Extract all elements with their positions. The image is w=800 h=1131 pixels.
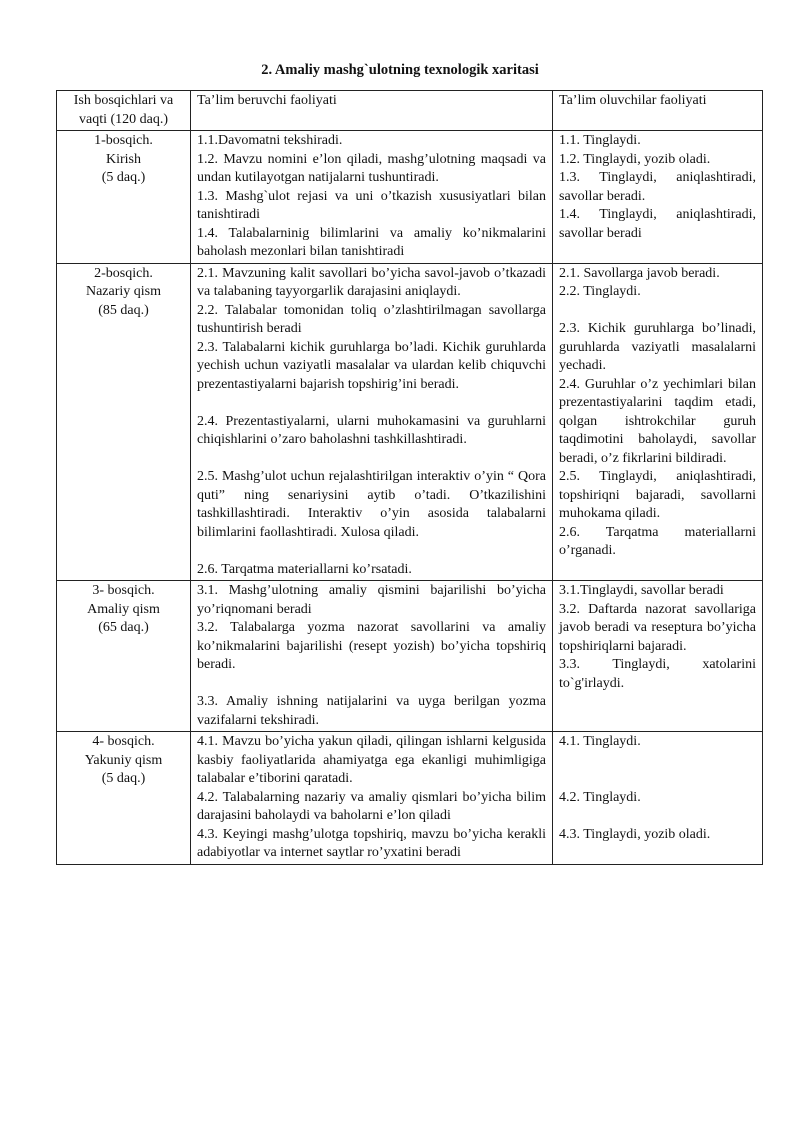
table-row	[57, 263, 763, 581]
teacher-step: 4.1. Mavzu bo’yicha yakun qiladi, qilingan ishlarni kelgusida kasbiy faoliyatlarida ahamiyatga ega ekanligi muhimligiga talabalar e’tiborini qaratadi.	[197, 734, 546, 786]
stage-number: 2-bosqich.	[94, 265, 153, 281]
student-step: 4.2. Tinglaydi.	[559, 789, 641, 805]
stage-cell	[57, 263, 191, 581]
teacher-step: 2.3. Talabalarni kichik guruhlarga bo’ladi. Kichik guruhlarda yechish uchun vaziyatli masalalar va ulardan kelib chiquvchi prezentastiyalarni bajarish topshirig’ini beradi.	[197, 339, 546, 392]
header-students: Ta’lim oluvchilar faoliyati	[553, 91, 763, 131]
stage-duration: (85 daq.)	[98, 302, 149, 318]
student-step: 3.1.Tinglaydi, savollar beradi	[559, 583, 724, 598]
stage-duration: (65 daq.)	[98, 620, 149, 635]
spacer	[197, 675, 546, 694]
technology-map-table	[56, 90, 763, 865]
stage-duration: (5 daq.)	[101, 170, 146, 185]
teacher-step: 1.3. Mashg`ulot rejasi va uni o’tkazish xususiyatlari bilan tanishtiradi	[197, 188, 546, 222]
table-row	[57, 131, 763, 264]
header-teacher: Ta’lim beruvchi faoliyati	[191, 91, 553, 131]
spacer	[559, 302, 756, 321]
teacher-step: 1.4. Talabalarninig bilimlarini va amaliy ko’nikmalarini baholash mezonlari bilan tanishtiradi	[197, 225, 546, 259]
teacher-activity-cell	[191, 263, 553, 581]
student-step: 2.2. Tinglaydi.	[559, 284, 641, 299]
student-step: 2.5. Tinglaydi, aniqlashtiradi, topshiriqni bajaradi, savollarni muhokama qiladi.	[559, 469, 756, 521]
spacer	[559, 752, 756, 771]
student-activity-cell	[553, 131, 763, 264]
student-activity-cell	[553, 263, 763, 581]
teacher-step: 4.3. Keyingi mashg’ulotga topshiriq, mavzu bo’yicha kerakli adabiyotlar va internet saytlar ro’yxatini beradi	[197, 826, 546, 860]
teacher-step: 1.1.Davomatni tekshiradi.	[197, 133, 343, 148]
stage-name: Yakuniy qism	[84, 752, 163, 768]
table-row	[57, 581, 763, 732]
spacer	[559, 770, 756, 789]
student-step: 1.3. Tinglaydi, aniqlashtiradi, savollar beradi.	[559, 170, 756, 204]
student-step: 4.1. Tinglaydi.	[559, 734, 641, 749]
teacher-step: 3.3. Amaliy ishning natijalarini va uyga berilgan yozma vazifalarni tekshiradi.	[197, 694, 546, 728]
student-step: 3.2. Daftarda nazorat savollariga javob beradi va reseptura bo’yicha topshiriqlarni bajaradi.	[559, 601, 756, 654]
teacher-step: 2.1. Mavzuning kalit savollari bo’yicha savol-javob o’tkazadi va talabaning tayyorgarlik darajasini aniqlaydi.	[197, 265, 546, 299]
teacher-activity-cell	[191, 581, 553, 732]
student-step: 2.1. Savollarga javob beradi.	[559, 265, 720, 281]
teacher-activity-cell	[191, 732, 553, 865]
stage-cell	[57, 581, 191, 732]
student-activity-cell	[553, 732, 763, 865]
stage-cell	[57, 131, 191, 264]
spacer	[197, 450, 546, 469]
stage-name: Amaliy qism	[87, 601, 160, 617]
student-step: 4.3. Tinglaydi, yozib oladi.	[559, 826, 711, 842]
student-step: 2.3. Kichik guruhlarga bo’linadi, guruhlarda vaziyatli masalalarni yechadi.	[559, 321, 756, 373]
stage-number: 1-bosqich.	[94, 133, 153, 148]
student-step: 2.6. Tarqatma materiallarni o’rganadi.	[559, 524, 756, 558]
spacer	[197, 542, 546, 561]
student-activity-cell	[553, 581, 763, 732]
stage-number: 4- bosqich.	[92, 734, 155, 749]
student-step: 1.1. Tinglaydi.	[559, 133, 641, 148]
student-step: 1.4. Tinglaydi, aniqlashtiradi, savollar beradi	[559, 207, 756, 241]
teacher-step: 4.2. Talabalarning nazariy va amaliy qismlari bo’yicha bilim darajasini baholaydi va baholarni e’lon qiladi	[197, 789, 546, 823]
student-step: 2.4. Guruhlar o’z yechimlari bilan prezentastiyalarini taqdim etadi, qolgan ishtrokchilar guruh taqdimotini baholaydi, savollar beradi, o’z fikrlarini bildiradi.	[559, 376, 756, 466]
teacher-step: 3.1. Mashg’ulotning amaliy qismini bajarilishi bo’yicha yo’riqnomani beradi	[197, 583, 546, 617]
table-row	[57, 732, 763, 865]
teacher-step: 2.5. Mashg’ulot uchun rejalashtirilgan interaktiv o’yin “ Qora quti” ning senariysini aytib o’tadi. O’tkazilishini tashkillashtiradi. Interaktiv o’yin asosida talabalarni bilimlarini faollashtiradi. Xulosa qiladi.	[197, 469, 546, 540]
stage-duration: (5 daq.)	[101, 771, 146, 786]
teacher-step: 1.2. Mavzu nomini e’lon qiladi, mashg’ulotning maqsadi va undan kutilayotgan natijalarni tushuntiradi.	[197, 151, 546, 185]
stage-number: 3- bosqich.	[92, 583, 155, 598]
table-header-row	[57, 91, 763, 131]
teacher-step: 2.2. Talabalar tomonidan toliq o’zlashtirilmagan savollarga tushuntirish beradi	[197, 302, 546, 336]
teacher-activity-cell	[191, 131, 553, 264]
spacer	[559, 807, 756, 826]
page-title: 2. Amaliy mashg`ulotning texnologik xaritasi	[261, 62, 539, 78]
student-step: 1.2. Tinglaydi, yozib oladi.	[559, 151, 711, 167]
header-stages: Ish bosqichlari va vaqti (120 daq.)	[57, 91, 191, 131]
stage-cell	[57, 732, 191, 865]
stage-name: Nazariy qism	[85, 284, 162, 299]
teacher-step: 2.4. Prezentastiyalarni, ularni muhokamasini va guruhlarni chiqishlarini o’zaro baholashni tashkillashtiradi.	[197, 413, 546, 447]
student-step: 3.3. Tinglaydi, xatolarini to`g'irlaydi.	[559, 657, 756, 691]
spacer	[197, 394, 546, 413]
teacher-step: 3.2. Talabalarga yozma nazorat savollarini va amaliy ko’nikmalarini bajarilishi (resept yozish) bo’yicha topshiriq beradi.	[197, 620, 546, 672]
stage-name: Kirish	[106, 151, 141, 167]
teacher-step: 2.6. Tarqatma materiallarni ko’rsatadi.	[197, 561, 412, 577]
